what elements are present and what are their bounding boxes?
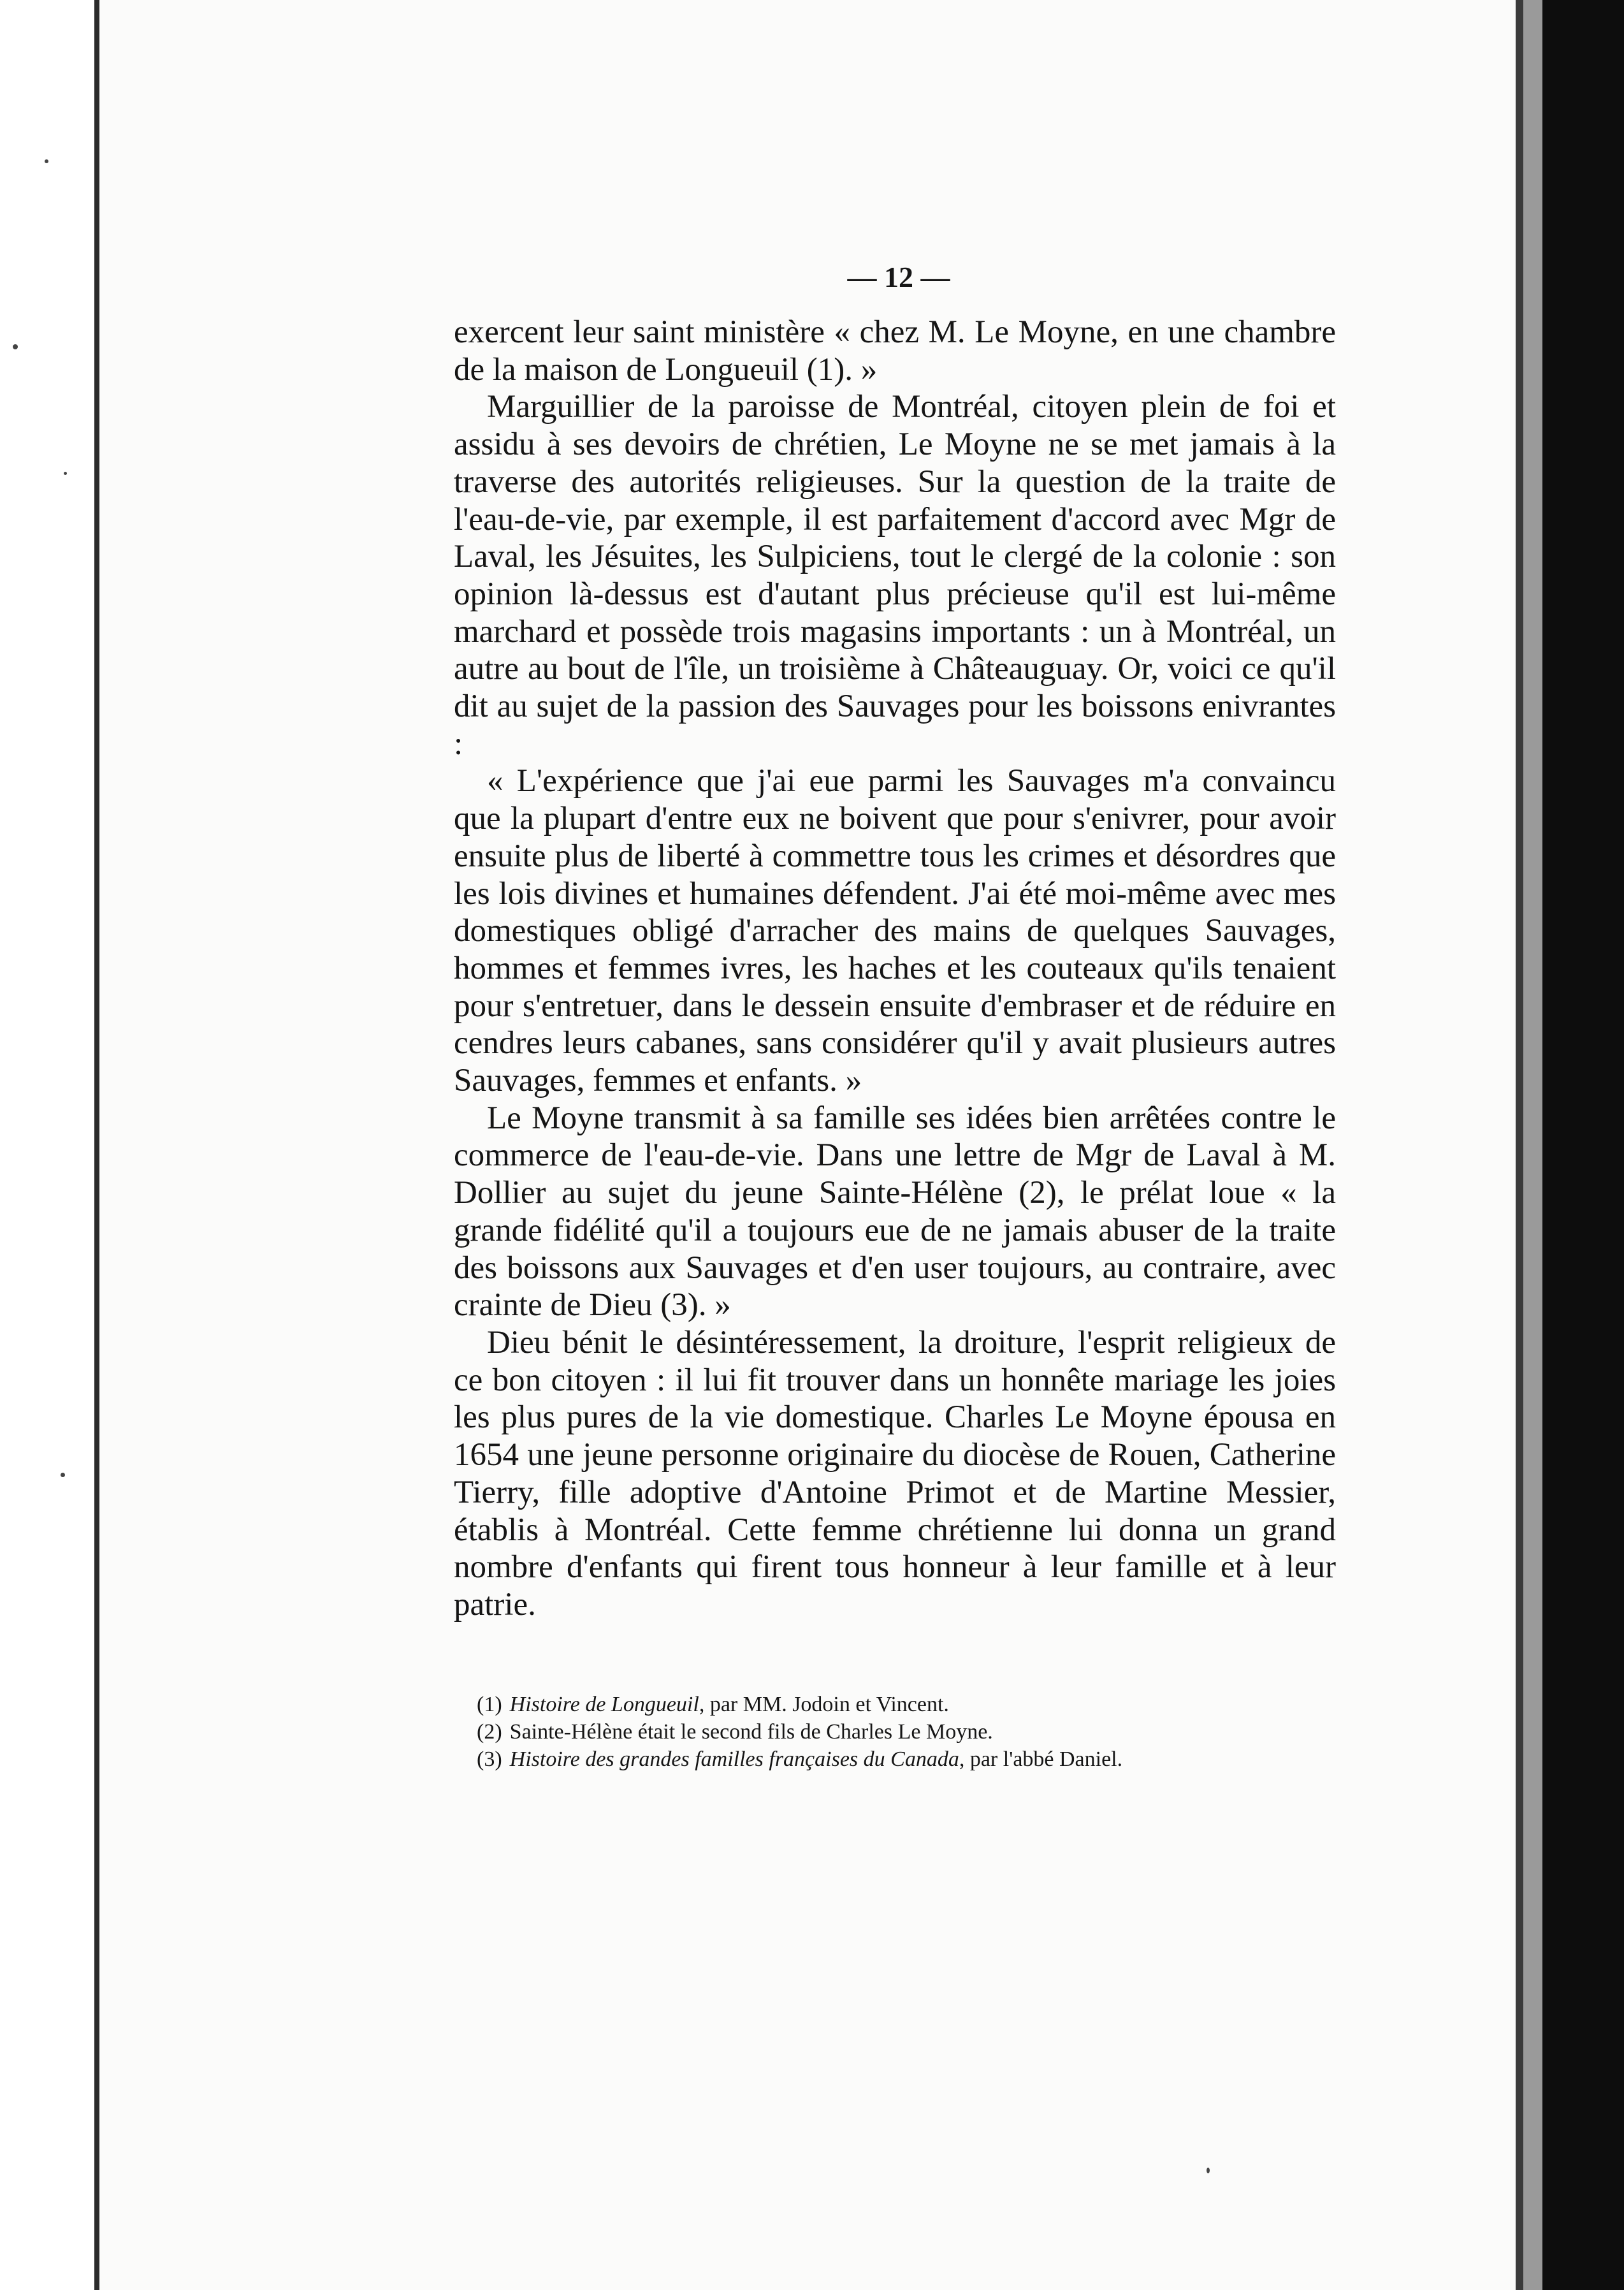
- footnote-text: par l'abbé Daniel.: [964, 1747, 1123, 1771]
- scan-speck: [64, 472, 67, 475]
- right-page-edge: [1516, 0, 1523, 2290]
- footnote: [477, 1691, 1369, 1718]
- footnote-text: Sainte-Hélène était le second fils de Charles Le Moyne.: [509, 1720, 993, 1744]
- footnote-title: Histoire des grandes familles françaises du Canada,: [509, 1747, 965, 1771]
- page-number: — 12 —: [847, 261, 950, 293]
- right-scan-border: [1542, 0, 1624, 2290]
- scan-speck: [1207, 2168, 1210, 2173]
- footnote-number: (3): [477, 1747, 502, 1771]
- paragraph: « L'expérience que j'ai eue parmi les Sauvages m'a convaincu que la plupart d'entre eux ne boivent que pour s'enivrer, pour avoir ensuite plus de liberté à commettre tous les crimes et désordres que les lois divines et humaines défendent. J'ai été moi-même avec mes domestiques obligé d'arracher des mains de quelques Sauvages, hommes et femmes ivres, les haches et les couteaux qu'ils tenaient pour s'entretuer, dans le dessein ensuite d'embraser et de réduire en cendres leurs cabanes, sans considérer qu'il y avait plusieurs autres Sauvages, femmes et enfants. »: [454, 763, 1336, 1099]
- footnotes: [477, 1691, 1369, 1773]
- scan-speck: [13, 344, 18, 349]
- paragraph: Le Moyne transmit à sa famille ses idées bien arrêtées contre le commerce de l'eau-de-vie. Dans une lettre de Mgr de Laval à M. Dollier au sujet du jeune Sainte-Hélène (2), le prélat loue « la grande fidélité qu'il a toujours eue de ne jamais abuser de la traite des boissons aux Sauvages et d'en user toujours, au contraire, avec crainte de Dieu (3). »: [454, 1100, 1336, 1324]
- footnote: [477, 1746, 1369, 1773]
- scan-speck: [61, 1473, 65, 1477]
- footnote-number: (1): [477, 1693, 502, 1716]
- left-margin: [0, 0, 96, 2290]
- paragraph: Marguillier de la paroisse de Montréal, citoyen plein de foi et assidu à ses devoirs de chrétien, Le Moyne ne se met jamais à la traverse des autorités religieuses. Sur la question de la traite de l'eau-de-vie, par exemple, il est parfaitement d'accord avec Mgr de Laval, les Jésuites, les Sulpiciens, tout le clergé de la colonie : son opinion là-dessus est d'autant plus précieuse qu'il est lui-même marchard et possède trois magasins importants : un à Montréal, un autre au bout de l'île, un troisième à Châteauguay. Or, voici ce qu'il dit au sujet de la passion des Sauvages pour les boissons enivrantes :: [454, 389, 1336, 762]
- footnote-number: (2): [477, 1720, 502, 1744]
- footnote-title: Histoire de Longueuil,: [509, 1693, 705, 1716]
- paragraph: exercent leur saint ministère « chez M. Le Moyne, en une chambre de la maison de Longueuil (1). »: [454, 314, 1336, 388]
- right-shadow-edge: [1523, 0, 1542, 2290]
- paragraph: Dieu bénit le désintéressement, la droiture, l'esprit religieux de ce bon citoyen : il lui fit trouver dans un honnête mariage les joies les plus pures de la vie domestique. Charles Le Moyne épousa en 1654 une jeune personne originaire du diocèse de Rouen, Catherine Tierry, fille adoptive d'Antoine Primot et de Martine Messier, établis à Montréal. Cette femme chrétienne lui donna un grand nombre d'enfants qui firent tous honneur à leur famille et à leur patrie.: [454, 1324, 1336, 1623]
- body-text: [454, 314, 1336, 1624]
- footnote-text: par MM. Jodoin et Vincent.: [704, 1693, 949, 1716]
- footnote: [477, 1718, 1369, 1746]
- scan-speck: [45, 159, 48, 163]
- left-binding-edge: [94, 0, 99, 2290]
